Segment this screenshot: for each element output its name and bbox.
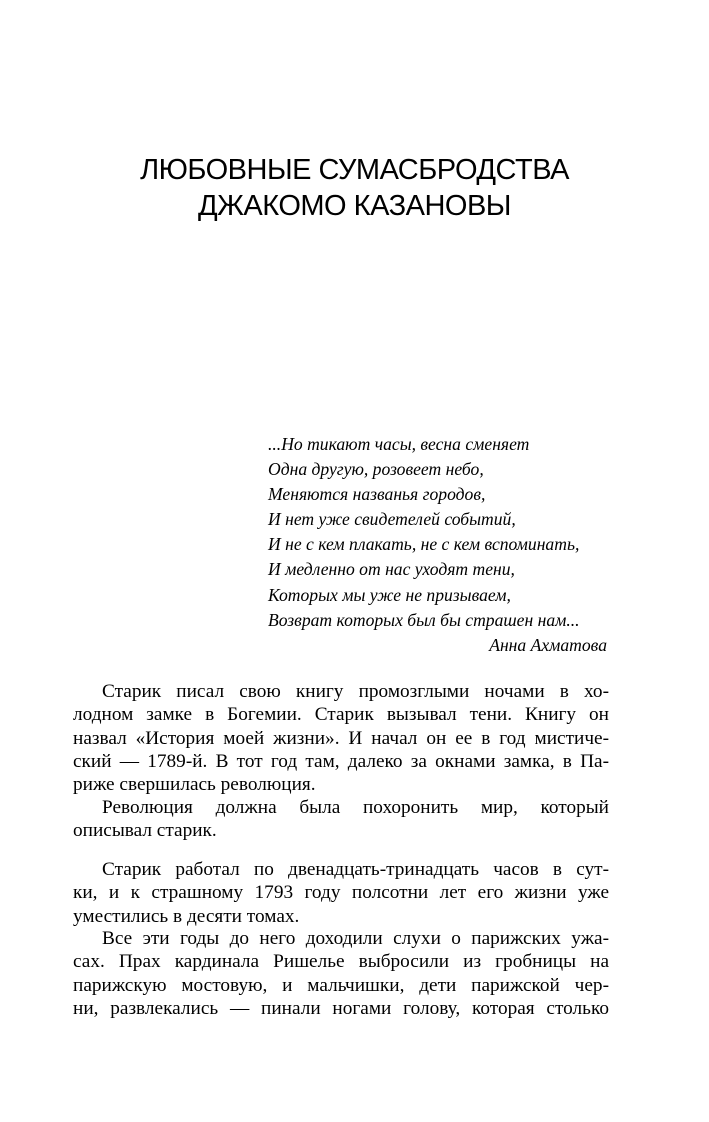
- epigraph-line: И не с кем плакать, не с кем вспоминать,: [268, 534, 580, 555]
- epigraph-line: Меняются названья городов,: [268, 484, 486, 505]
- text-line: уместились в десяти томах.: [73, 905, 300, 927]
- paragraph-3: [73, 858, 609, 928]
- epigraph: [268, 432, 613, 658]
- epigraph-line: ...Но тикают часы, весна сменяет: [268, 434, 530, 454]
- text-line: Революция должна была похоронить мир, который: [102, 797, 609, 818]
- epigraph-line: И медленно от нас уходят тени,: [268, 559, 515, 580]
- text-line: ский — 1789-й. В тот год там, далеко за окнами замка, в Па-: [73, 750, 609, 772]
- text-line: лодном замке в Богемии. Старик вызывал тени. Книгу он: [73, 704, 609, 726]
- paragraph-2: [73, 796, 609, 843]
- epigraph-line: Которых мы уже не призываем,: [268, 584, 511, 605]
- text-line: Старик писал свою книгу промозглыми ночами в хо-: [102, 681, 609, 702]
- epigraph-line: Возврат которых был бы страшен нам...: [268, 609, 580, 630]
- text-line: ни, развлекались — пинали ногами голову, которая столько: [73, 997, 609, 1019]
- epigraph-line: И нет уже свидетелей событий,: [268, 509, 516, 530]
- text-line: назвал «История моей жизни». И начал он ее в год мистиче-: [73, 727, 609, 749]
- chapter-title-line-2: ДЖАКОМО КАЗАНОВЫ: [198, 190, 511, 222]
- text-line: парижскую мостовую, и мальчишки, дети парижской чер-: [73, 974, 609, 996]
- text-line: риже свершилась революция.: [73, 774, 316, 796]
- text-line: описывал старик.: [73, 820, 217, 842]
- paragraph-1: [73, 680, 609, 796]
- paragraph-4: [73, 927, 609, 1020]
- text-line: Старик работал по двенадцать-тринадцать часов в сут-: [102, 859, 609, 880]
- text-line: Все эти годы до него доходили слухи о парижских ужа-: [102, 928, 609, 949]
- text-line: сах. Прах кардинала Ришелье выбросили из гробницы на: [73, 951, 609, 973]
- epigraph-author: Анна Ахматова: [489, 634, 607, 655]
- chapter-title-line-1: ЛЮБОВНЫЕ СУМАСБРОДСТВА: [140, 154, 569, 186]
- epigraph-line: Одна другую, розовеет небо,: [268, 459, 484, 480]
- text-line: ки, и к страшному 1793 году полсотни лет его жизни уже: [73, 882, 609, 904]
